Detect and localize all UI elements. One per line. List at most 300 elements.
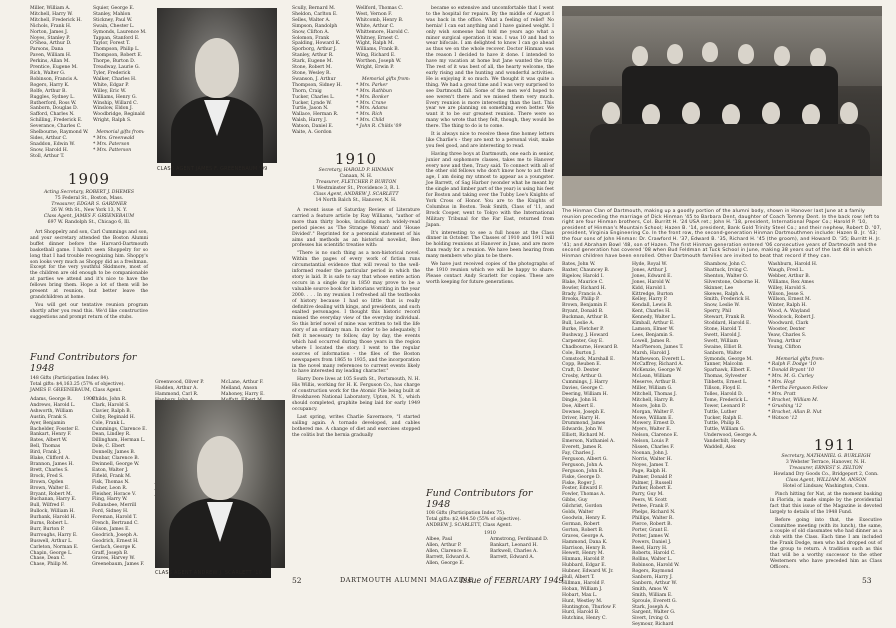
donor-name: Noonan, John J.	[632, 451, 669, 456]
donor-name: Squier, George E.	[93, 6, 135, 11]
donor-name: Swain, Chester L.	[93, 23, 135, 29]
donor-name: Pettee, Frank F.	[632, 504, 669, 510]
donor-name: Stoll, Arthur T.	[30, 153, 65, 159]
page-number-left: 52	[292, 576, 302, 585]
donor-name: Deering, William H.	[562, 391, 609, 397]
donor-name: Shelbourne, Raymond W.	[30, 130, 89, 136]
donor-name: Brannon, James H.	[30, 461, 74, 467]
donor-name: Buckman, Arthur B.	[562, 315, 609, 321]
donor-name: Gilchrist, Gordon	[562, 504, 603, 510]
donor-name: Rolfe, Arthur B.	[30, 88, 67, 94]
donor-name: Sides, Arthur C.	[30, 135, 68, 141]
donor-name: * Watson '12	[768, 415, 798, 421]
donor-name: Underwood, George A.	[704, 433, 758, 439]
fund-year: 1909	[83, 396, 95, 402]
donor-name: Silverstone, Osborne H.	[704, 279, 760, 285]
donor-name: Ferguson, Albert G.	[562, 456, 608, 462]
donor-name: Willson, Ernest M.	[768, 297, 812, 303]
donor-name: Driver, Harry H.	[562, 415, 600, 421]
donor-name: Young, Arthur	[768, 338, 801, 344]
article-paragraph: Before going into that, the Executive Committee meeting (with its lunch), the same, a couple of old classmates who had dinner as a club with the Class. Each time I am included the Frank Dodge, men who had dropped out of the group to return. A tradition such as this that will be a worthy successor to the other Westerners who have preceded him as Class Officers.	[770, 517, 882, 570]
donor-name: Wright, Ralph S.	[93, 118, 132, 124]
donor-name: Buswell, Arthur L.	[30, 538, 73, 544]
donor-name: * Mrs. Child	[356, 118, 385, 124]
donor-name: Clavier, Ralph B.	[92, 408, 132, 414]
donor-name: Donnelly, James B.	[92, 450, 136, 456]
hinman-photo-caption: The Hinman Clan of Dartmouth, making up a goodly portion of the alumni body, shown in Hanover last June at a family reunion preceding the marriage of Dick Hinman '45 to Barbara Dent, daughter of Coach Tommy Dent. In the back row: left to right are four Hinman brothers, Col. Burritt H. '24 USA ret.; John H. '18, president, International Paper Co.; Harold P. '10, president of Hinman's Mountain School; Hazen B. '14, president, Bank Gold Trinity Steel Co.; and their nephew, Robert D. '07, president, Virginia Engineering Co. In the front row, the second-generation Hinman Dartmouthmen include: Hazen B. Jr. '43; the four sons of John Hinman: Dr. Crawford H. '37, Edward B. '35, Richard H. '45 (the groom), and Howard D. '35; Burritt H. Jr. '41; and Abraham Bowl '48, son of Hazen. The first Hinman generation entered '06 consecutive years of Dartmouth and the second generation has covered '08 when Bud Feldman at Tuck School in June, making 38 years out of the last 48 in which Hinman children have been enrolled. Other Dartmouth families are invited to beat that record if they can.	[562, 209, 882, 259]
donor-name: Simpson, Randolph	[292, 23, 338, 29]
donor-name: Hubner, Edward W. Jr.	[562, 569, 614, 575]
treasurer-address: 1 Westminster St., Providence 3, R. I.	[312, 185, 400, 191]
donor-name: Chadbourne, Howard B.	[562, 344, 619, 350]
donor-name: Stone, Wesley R.	[292, 70, 331, 76]
donor-name: Hammond, Carl R.	[155, 391, 199, 397]
donor-name: Tucker, Charles L.	[292, 94, 335, 100]
donor-name: Turtle, Jason N.	[292, 106, 329, 112]
class-officers-1910	[292, 168, 420, 203]
donor-name: Whittemore, Harold C.	[356, 29, 409, 35]
article-1910	[292, 208, 420, 566]
agent-line: Class Agent, ANDREW J. SCARLETT	[313, 191, 399, 197]
donor-name: West, Vernon F.	[356, 11, 393, 17]
donor-name: Willey, Harold S.	[768, 285, 807, 291]
donor-name: Barrett, Edward A.	[426, 554, 471, 560]
donor-name: Brady, Francis A.	[562, 291, 602, 297]
donor-name: Chase, Dean C.	[30, 556, 66, 562]
donor-name: Peers, W. Scott	[632, 498, 667, 504]
donor-name: Dunbar, Clarence B.	[92, 456, 140, 462]
treasurer-line: Treasurer, FLETCHER P. BURTON	[315, 179, 397, 185]
donor-name: Shambow, John C.	[704, 262, 747, 267]
fund-total: Total gifts: $2,484.50 (55% of objective).	[426, 516, 521, 522]
donor-name: Severance, Charles C.	[30, 124, 82, 130]
donor-name: Watson, Daniel E.	[292, 124, 334, 130]
donor-name: Wooster, Dexter	[768, 326, 806, 332]
donor-name: Bates, Albert W.	[30, 438, 68, 444]
donor-name: Robinson, Harold W.	[632, 563, 680, 569]
donor-name: Reed, Harry H.	[632, 545, 668, 551]
page-number-right: 53	[862, 576, 872, 585]
donor-name: McKenzie, George W.	[632, 368, 682, 374]
donor-name: Comstock, Marshall E.	[562, 356, 615, 362]
donor-name: Ashworth, William	[30, 408, 73, 414]
secretary-line: Acting Secretary, ROBERT J. DHEMES	[43, 190, 135, 195]
donor-list-1909-b	[92, 397, 150, 568]
donor-name: Webber, Arthur B.	[768, 273, 811, 279]
donor-name: Carleton, Norman E.	[30, 544, 79, 550]
donor-name: Andrews, Harold L.	[30, 402, 76, 408]
donor-name: Ferguson, John A.	[562, 462, 604, 468]
donor-name: Crosby, Arthur O.	[562, 374, 603, 380]
class-officers-1909	[30, 190, 148, 225]
donor-name: Stark, Joseph A.	[632, 604, 670, 610]
donor-name: Moore, John D.	[632, 403, 668, 409]
donor-name: Stanley, Mahlon	[93, 11, 131, 17]
donor-name: Foster, Edward F.	[562, 486, 603, 492]
donor-name: Tibbetts, Ernest L.	[704, 380, 748, 386]
donor-name: Cole, Burton J.	[562, 350, 596, 356]
donor-name: Nelson, Louis P.	[632, 439, 669, 445]
class-heading-1910: 1910	[334, 150, 378, 168]
donor-name: Emerson, Nathaniel A.	[562, 439, 615, 445]
donor-name: Lamson, Elmer W.	[632, 326, 675, 332]
donor-name: Foreman, Harold T.	[92, 515, 138, 521]
donor-list-1910-a	[426, 537, 486, 567]
donor-name: * Mrs. Bonker	[356, 94, 389, 100]
donor-name: Rich, Walter G.	[30, 70, 66, 76]
donor-name: Selles, Walter A.	[292, 17, 331, 23]
donor-name: Morgan, Walter F.	[632, 409, 674, 415]
donor-name: * Mrs. Adams	[356, 106, 388, 112]
donor-name: Kennedy, Walter L.	[632, 315, 676, 321]
treasurer-line: Treasurer, ERNEST S. ZELTON	[789, 465, 863, 471]
donor-name: * Bertha Ferguson Fellow	[768, 386, 828, 392]
donor-name: Seymour, Richard	[632, 622, 674, 628]
donor-name: Gilson, James E.	[92, 526, 130, 532]
donor-name: Wing, Richard E.	[356, 53, 396, 59]
donor-name: Hinman, Harold P.	[562, 557, 605, 563]
donor-name: Clark, Harold S.	[92, 402, 130, 408]
secretary-line: Secretary, HAROLD P. HINMAN	[318, 168, 394, 173]
donor-name: Tappan, Stanford E.	[93, 35, 140, 41]
donor-name: Rogers, Harry K.	[30, 82, 70, 88]
donor-name: Nelson, Clarence E.	[632, 433, 679, 439]
treasurer-address: Howland Dry Goods Co., Bridgeport 2, Conn.	[773, 471, 879, 477]
class-heading-1909: 1909	[67, 170, 111, 188]
donor-name: Robinson, Francis A.	[30, 76, 79, 82]
donor-name: * Grushing '12	[768, 403, 802, 409]
fund-heading: Fund Contributors for 1948	[426, 488, 533, 510]
donor-name: Blake, Maurice C.	[562, 279, 604, 285]
donor-name: Marsh, Harold J.	[632, 350, 671, 356]
donor-name: Prentice, Eugene M.	[30, 65, 78, 71]
donor-name: Gorton, Robert B.	[562, 527, 604, 533]
donor-name: Woodbridge, Reginald	[93, 112, 145, 118]
donor-list-1909-cont-b	[93, 6, 148, 154]
donor-name: Doe, Albert E.	[562, 403, 595, 409]
article-paragraph: Last spring, writes Charlie Savermore, "I started sailing again. A tornado developed, and cables bothered me. A change of diet and exercises stopped the colitis but the hernia gradually	[292, 414, 420, 438]
donor-name: Fiske, Roger J.	[562, 480, 596, 486]
donor-name: Rollins, Walter L.	[632, 557, 673, 563]
hinman-family-photo	[562, 6, 882, 206]
donor-name: Noyes, James T.	[632, 462, 669, 468]
donor-name: Jones, Arthur J.	[632, 267, 668, 273]
donor-name: Brown, Benjamin F.	[562, 303, 608, 309]
donor-name: Fleisher, Horace V.	[92, 491, 136, 497]
donor-name: Nissen, Charles F.	[632, 445, 675, 451]
donor-name: McLean, William	[632, 374, 672, 380]
donor-name: Snaddon, Edwin W.	[30, 141, 75, 147]
donor-name: Allen, Clarence E.	[426, 548, 469, 554]
donor-name: * Mrs. Hoyt	[768, 380, 796, 386]
article-paragraph: A recent issue of Saturday Review of Literature carried a feature article by Ray Williams, "author of more than thirty books, including such widely-read period pieces as 'The Strange Woman' and 'House Divided'." Reprinted for a perennial statement of his aims and methods as an historical novelist, Ben professes his scientific treatise with:	[292, 208, 420, 249]
donor-name: * John R. Childs '09	[356, 124, 402, 130]
donor-name: * Mrs. Rich	[356, 112, 383, 118]
donor-name: Sproule, Everett G.	[632, 598, 677, 604]
donor-name: Perkins, Allan M.	[30, 59, 70, 65]
donor-name: Kelley, Harry P.	[632, 297, 668, 303]
agent-address: 14 North Balch St., Hanover, N. H.	[315, 197, 397, 203]
donor-name: Spalding, Howard K.	[292, 41, 341, 47]
article-paragraph: became so extensive and uncomfortable that I went to the hospital for repairs. By the middle of August I was back in the office. What a feeling of relief! No hernia! I can eat anything and I have gained weight. I only wish someone had told me years ago what a minor surgical operation it was. I was 10 and had to wear bifocals. I am delighted to know I can go ahead as thus we on the whole recover. Doctor Hinman was the reason I decided to have it done. I intended to have my vacation at home but Jane wanted the trip. The rest of it was best of all, the hearty welcome, the early rising and the hunting and wonderful activities. He is enjoying it so much. We thought it was quite a thing. We had a great time and I was very surprised to see Dartmouth fall. Some of the men we'd hoped to see weren't there and we missed them very much. Every reunion is more interesting than the last. This year we are planning on something even better. We want it to be our greatest reunion. There were so many who wrote that they felt, though, they would be there. The thing to do is to come.	[426, 6, 554, 130]
donor-name: Fisher, Leon R.	[92, 485, 128, 491]
donor-name: * Mrs. Greenwald	[93, 135, 135, 141]
donor-name: Elliott, Richard M.	[562, 433, 606, 439]
donor-name: Downes, Joseph E.	[562, 409, 606, 415]
treasurer-line: Treasurer, EDGAR S. GARDNER	[51, 201, 127, 207]
donor-name: Barkwell, Charles A.	[490, 548, 538, 554]
donor-name: Smith, William E.	[632, 592, 673, 598]
donor-name: Hurd, Harold B.	[562, 610, 600, 616]
donor-name: Cole, Frank L.	[92, 420, 126, 426]
donor-name: * Mrs. Crane	[356, 100, 387, 106]
donor-name: Bird, Frank J.	[30, 450, 62, 456]
donor-name: Scully, Bernard M.	[292, 6, 336, 11]
donor-name: Miller, William A.	[30, 6, 71, 11]
article-paragraph: "There is no such thing as a non-historical novel. Within the pages of every work of fiction runs circumstantial evidence that will reveal to the well-informed reader the particular period in which the story is laid. It is safe to say that whose entire action occurs in a single day in 1850 may prove to be a valuable source book for historians writing in the year 2000. . . . In my reunion I refreshed all the textbooks of history because I had so little that is really definitive dealing with kings, and presidents, and such exalted personages. I thought this historic record missed the everyday view of the everyday individual. So this brief novel of mine was written to tell the life story of an ordinary man. In order to be adequately, I felt it necessary to follow, day by day, the events which had occurred during those years in the region where I located the story. I went to the regular sources of information - the files of the Boston newspapers from 1865 to 1935, and the incorporation in the novel many references to current events likely to have interested my leading character."	[292, 251, 420, 375]
donor-name: Mathewson, Everett L.	[632, 356, 686, 362]
donor-name: Hadden, Arthur A.	[155, 385, 198, 391]
donor-name: * Mrs. Patterson	[93, 147, 132, 153]
fund-section-1910	[426, 488, 554, 537]
portrait-greenebaum	[157, 8, 277, 163]
donor-name: Tolles, Harold D.	[704, 391, 743, 397]
donor-name: Wright, Erwin P.	[356, 65, 394, 71]
donor-list-1909-e	[292, 6, 350, 136]
donor-name: Goodrich, Joseph A.	[92, 532, 139, 538]
donor-name: Bushway, J. Howard	[562, 332, 609, 338]
donor-name: * Mrs. Paterson	[93, 141, 130, 147]
donor-name: Snow, Harold H.	[30, 147, 69, 153]
fund-section-1909	[30, 352, 148, 403]
donor-name: Bryant, Donald B.	[562, 309, 604, 315]
donor-name: Hoban, William J.	[562, 586, 603, 592]
donor-name: Stickney, Paul W.	[93, 17, 133, 23]
donor-name: Burroughs, Harry E.	[30, 532, 78, 538]
donor-name: Cummings, Clarence E.	[92, 426, 147, 432]
fund-stats	[426, 511, 554, 537]
donor-name: Williams, Rex Ames	[768, 279, 814, 285]
donor-name: Craft, D. Dexter	[562, 368, 600, 374]
donor-name: Brooks, Philip P.	[562, 297, 600, 303]
article-paragraph: Art Shoppelry and son, Carl Cummings and son, and your secretary attended the Boston Alumni buffet dinner before the Harvard-Dartmouth basketball game. I hadn't seen Shoppelry for so long that I had trouble recognizing him. Shoppy's son looks very much as Shoppy did as a freshman. Except for the very youthful Skidmore, most of the children are old enough to be companionable at parties we attend and it's nice to have the fellows bring them. Hope a lot of them will be present at reunion, but better leave the grandchildren at home.	[30, 230, 148, 300]
donor-name: Bullock, William H.	[30, 509, 75, 515]
donor-name: Mowery, Ernest D.	[632, 421, 676, 427]
donor-list-1909-cont-a	[30, 6, 89, 160]
donor-name: Phelps, Richard N.	[632, 510, 676, 516]
donor-name: Worthen, Joseph W.	[356, 59, 402, 65]
donor-name: Thompson, Philip L.	[93, 47, 140, 53]
donor-name: Skinner, Lee	[704, 285, 734, 291]
donor-name: Meserve, Arthur B.	[632, 380, 677, 386]
donor-name: Bates, John W.	[562, 262, 596, 267]
fund-agent: ANDREW J. SCARLETT, Class Agent.	[426, 522, 512, 528]
donor-name: Shenton, Walter O.	[704, 273, 748, 279]
donor-name: Gorman, Robert	[562, 521, 600, 527]
donor-name: Thomas, Sylvester	[704, 374, 747, 380]
donor-name: Williams, Frank B.	[356, 47, 400, 53]
donor-name: Memorial gifts from:	[361, 76, 411, 82]
article-paragraph: It is always nice to receive these fine homey letters like Charlie's - they are next to a personal visit, make you feel good, and are interesting to read.	[426, 132, 554, 149]
donor-name: Swett, Harold J.	[704, 332, 741, 338]
article-1911	[770, 492, 882, 572]
fund-gifts: 108 Gifts (Participation Index 75).	[426, 511, 506, 516]
donor-name: Copp, Reuben E.	[562, 362, 602, 368]
donor-name: Mahoney, Harry E.	[221, 391, 265, 397]
donor-name: Allen, George E.	[426, 560, 465, 566]
donor-name: Sanborn, Douglas D.	[30, 106, 78, 112]
donor-name: Kidd, Harold I.	[632, 285, 667, 291]
donor-list-1910-c	[562, 262, 628, 622]
donor-name: Potter, James W.	[632, 533, 670, 539]
article-paragraph: Having three boys at Dartmouth, one each in senior, junior and sophomore classes, takes me to Hanover every now and then, Tracy said. To connect with all of the other old fellows who don't know how to act their age, I am doing my utmost to appear as a youngster. Joe Barrett, of Sag Harbor (wonder what he meant by the single and limber part of the year) is using his feet for Boston and taking over the Tubby Lee's Knights of York Cross of Honor. You are to the Knights of Columbus in Boston. Teak Smith, Class of '11, and Brock Cooper, went to Tokyo with the International Military Tribunal for the Far East, returned from Japan.	[426, 151, 554, 228]
donor-name: Buchanan, Harry E.	[30, 497, 77, 503]
donor-name: Kittredge, Burton	[632, 291, 674, 297]
donor-name: Mitchell, Harry B.	[632, 397, 675, 403]
donor-name: Ayer, Benjamin	[30, 420, 66, 426]
donor-name: Armstrong, Ferdinand D.	[490, 537, 549, 542]
donor-name: Cummings, J. Harry	[562, 380, 608, 386]
donor-name: Lees, Benjamin S.	[632, 332, 674, 338]
donor-name: Mitchell, Harry W.	[30, 11, 73, 17]
donor-name: Fling, Harry W.	[92, 497, 128, 503]
donor-name: French, Bertrand C.	[92, 521, 139, 527]
article-1909	[30, 230, 148, 321]
donor-name: Taylor, Forest T.	[93, 41, 131, 47]
donor-name: Williams, Henry G.	[93, 94, 137, 100]
donor-name: * Ralph F. Dodge '10	[768, 362, 816, 368]
donor-name: Ruggles, Sydney L.	[30, 94, 75, 100]
donor-name: Sparhawk, Elbert E.	[704, 368, 752, 374]
donor-name: Sanborn, Walter	[704, 350, 742, 356]
secretary-address: 3 Webster Terrace, Hanover, N. H.	[785, 459, 867, 465]
agent-address: 697 W. Randolph St., Chicago 6, Ill.	[47, 219, 131, 225]
donor-name: Barrett, Edward A.	[490, 554, 535, 560]
donor-name: Carpenter, Guy E.	[562, 338, 604, 344]
donor-list-1910-b	[490, 537, 554, 561]
donor-name: Tucker, Ralph E.	[704, 415, 743, 421]
donor-list-1909-a	[30, 397, 88, 568]
donor-name: Hewett, Henry M.	[562, 551, 605, 557]
donor-name: Greenwood, Oliver P.	[155, 380, 204, 385]
donor-name: Miller, William G.	[632, 386, 673, 392]
donor-name: Jones, Edward E.	[632, 273, 672, 279]
donor-name: Page, Ralph H.	[632, 468, 667, 474]
donor-name: Whitney, Ernest C.	[356, 35, 400, 41]
agent-line: Class Agent, WILLIAM M. ANSON	[785, 477, 867, 483]
donor-name: Stewart, Frank B.	[704, 315, 746, 321]
donor-name: * Brachet, William M.	[768, 397, 819, 403]
fund-heading: Fund Contributors for 1948	[30, 352, 137, 374]
donor-name: Sanborn, Arthur W.	[632, 580, 677, 586]
donor-name: Safford, Charles N.	[30, 112, 75, 118]
donor-name: Schilling, Frederick E.	[30, 118, 83, 124]
donor-name: Myers, Walter E.	[632, 427, 672, 433]
donor-name: Hunt, Westley M.	[562, 598, 603, 604]
donor-name: Fiske, George D.	[562, 474, 601, 480]
donor-name: Memorial gifts from:	[775, 356, 825, 362]
donor-name: Young, Clifton	[768, 344, 801, 350]
donor-name: Sivert, Irving O.	[632, 616, 670, 622]
article-1910-cont	[426, 6, 554, 486]
donor-name: Dean, Lindley R.	[92, 432, 131, 438]
donor-name: Powers, Daniel J.	[632, 539, 672, 545]
article-paragraph: Harry Dore lives at 105 South St., Portsmouth, N. H. His Willis, working for H. K. Ferguson Co., has charge of construction work for the Atomic Pile being built at Brookhaven National Laboratory, Upton, N. Y., which should completed, graphite being laid for early 1949 occupancy.	[292, 377, 420, 412]
donor-name: Bowler, Richard H.	[562, 285, 607, 291]
donor-name: Waddell, Alex	[704, 445, 736, 451]
donor-list-1910-d	[632, 262, 700, 628]
donor-name: Dwinnell, George W.	[92, 461, 140, 467]
donor-name: Tanner, Malcolm	[704, 362, 743, 368]
donor-name: Melland, Anson	[221, 385, 258, 391]
donor-name: * Mrs. Parker	[356, 82, 388, 88]
donor-name: Stone, Robert M.	[292, 65, 332, 71]
class-officers-1911	[770, 454, 882, 489]
donor-list-1909-f	[356, 6, 416, 130]
donor-name: Bull, Leslie A.	[562, 321, 595, 327]
donor-name: Childs, John R.	[92, 397, 127, 402]
fund-gifts: 148 Gifts (Participation Index 84).	[30, 376, 110, 381]
donor-name: Albee, Paul	[426, 537, 453, 542]
donor-name: White, Edgar P.	[93, 82, 129, 88]
agent-line: Class Agent, JAMES F. GREENEBAUM	[43, 213, 135, 219]
donor-name: Thompson, Robert E.	[93, 53, 143, 59]
donor-name: Burr, Burton P.	[30, 526, 65, 532]
donor-name: Bachelder, Fosster E.	[30, 426, 80, 432]
donor-name: Solomon, Frank	[292, 35, 330, 41]
donor-name: Waite, A. Gordon	[292, 130, 332, 136]
donor-name: Fay, Charles J.	[562, 451, 595, 456]
donor-name: McCaffrey, Richard A.	[632, 362, 684, 368]
donor-name: Burke, Fletcher P.	[562, 326, 604, 332]
donor-name: Vanderbilt, Henry	[704, 439, 746, 445]
donor-name: Tucker, Lynde W.	[292, 100, 332, 106]
donor-name: Wellford, Thomas C.	[356, 6, 404, 11]
donor-name: Edwards, John W.	[562, 427, 603, 433]
portrait-scarlett	[155, 400, 285, 568]
article-paragraph: Pinch hitting for Nat, at the moment basking in Florida, is made simple by the providential fact that this issue of the Magazine is devoted largely to details of the 1948 Fund.	[770, 492, 882, 515]
donor-name: Chase, Philip M.	[30, 562, 69, 568]
donor-name: Mitchell, Thomas J.	[632, 391, 677, 397]
donor-name: Walsh, Harry J.	[292, 118, 327, 124]
donor-name: McLane, Arthur F.	[221, 380, 264, 385]
donor-name: MacPherson, James T.	[632, 344, 684, 350]
donor-name: Gerlach, George K.	[92, 544, 137, 550]
donor-name: Stanley, Arthur R.	[292, 53, 334, 59]
donor-list-1910-f	[768, 262, 832, 421]
donor-name: Winslow, Eldon J.	[93, 106, 133, 112]
donor-name: Kimball, Arthur E.	[632, 321, 675, 327]
donor-name: Parsons, Dana	[30, 47, 64, 53]
donor-name: Porter, Grant E.	[632, 527, 669, 533]
donor-name: Waugh, Fred L.	[768, 267, 804, 273]
portrait-caption: CLASS AGENT ANDREW J. SCARLETT '10	[155, 570, 262, 576]
fund-agent: JAMES F. GREENEBAUM, Class Agent.	[30, 387, 122, 393]
donor-name: Fisk, Thomas N.	[92, 479, 130, 485]
donor-name: Woodward, Clark	[768, 321, 809, 327]
donor-name: Follansbee, Merrill	[92, 503, 137, 509]
donor-name: Adams, George R.	[30, 397, 73, 402]
donor-name: Bigelow, Harold I.	[562, 273, 604, 279]
donor-name: Stone, Harold T.	[704, 326, 742, 332]
donor-name: Graff, Joseph B.	[92, 550, 129, 556]
donor-name: Woodcock, Robert J.	[768, 315, 815, 321]
donor-name: Noyes, Stanley P.	[30, 35, 70, 41]
donor-name: Harrison, Henry B.	[562, 545, 607, 551]
donor-name: Brown, Ogden	[30, 479, 64, 485]
donor-name: White, Arthur C.	[356, 23, 395, 29]
donor-name: Palmer, J. Russell	[632, 480, 672, 486]
